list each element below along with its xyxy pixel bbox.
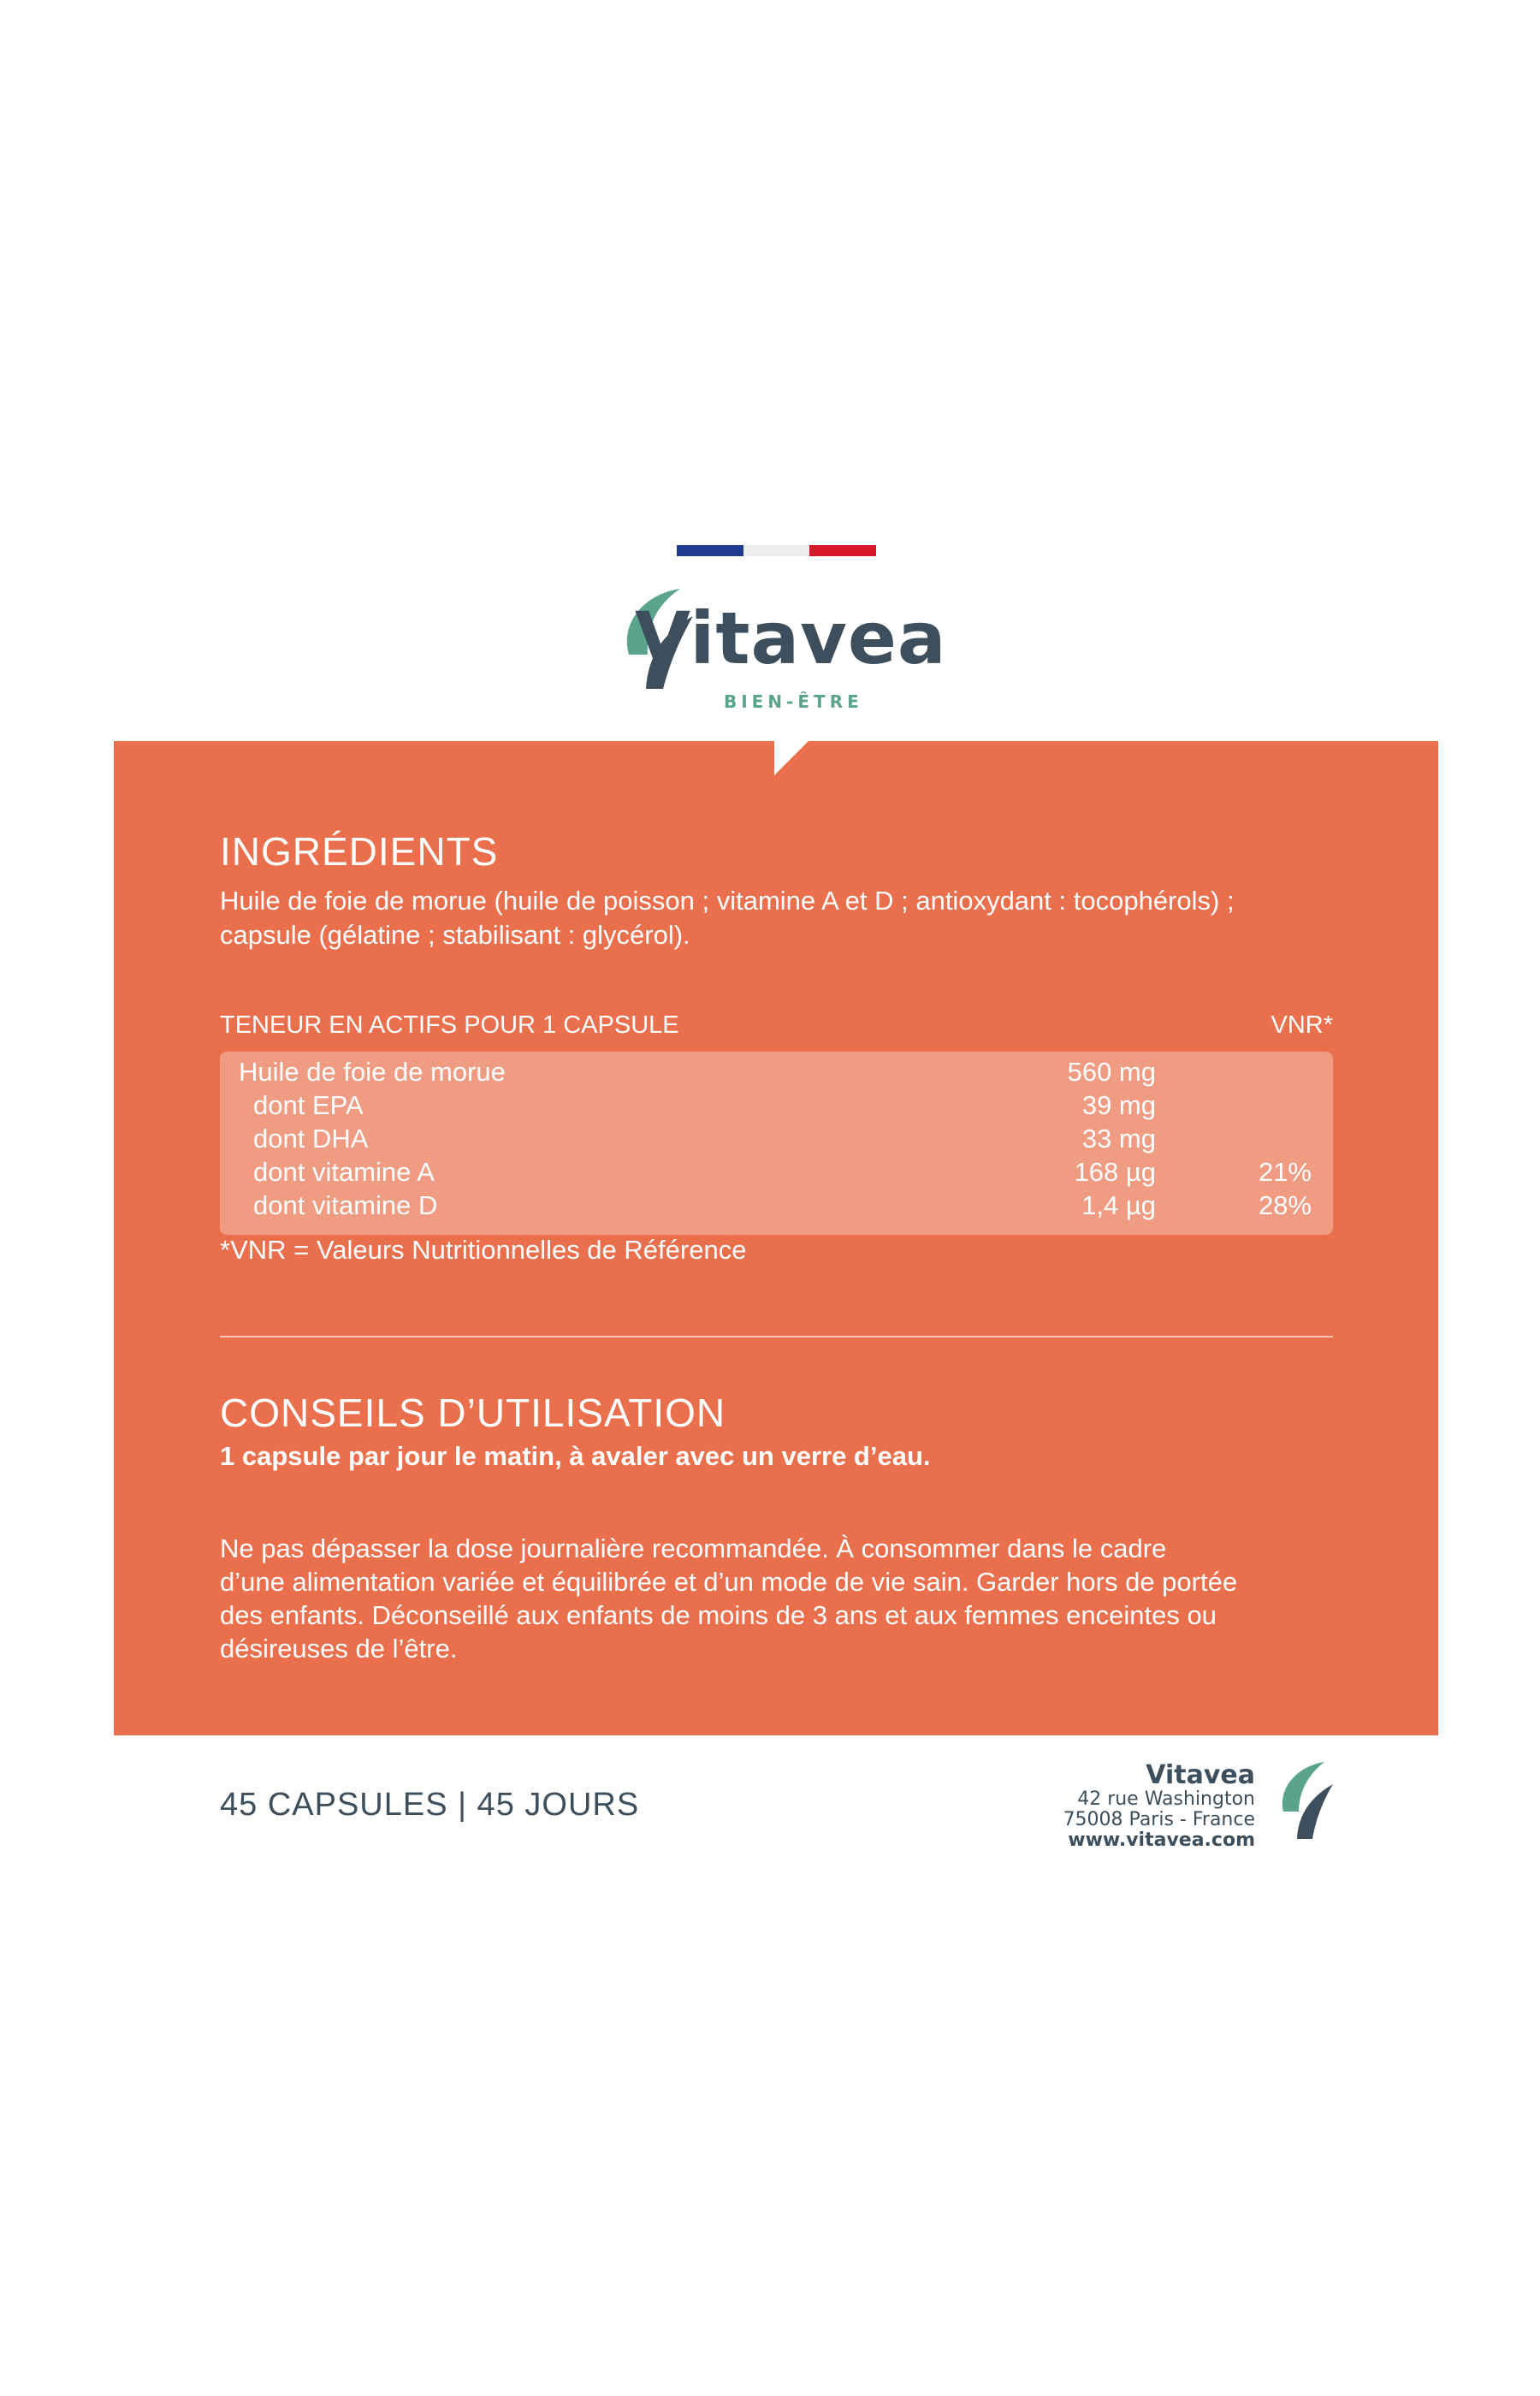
table-row (220, 1189, 1333, 1222)
table-row (220, 1055, 1333, 1088)
table-header-right: VNR* (1270, 1011, 1333, 1039)
row-amount: 560 mg (1067, 1057, 1156, 1087)
table-header-left: TENEUR EN ACTIFS POUR 1 CAPSULE (220, 1011, 679, 1039)
table-row (220, 1155, 1333, 1189)
flag-white (743, 545, 810, 556)
row-name: Huile de foie de morue (239, 1057, 506, 1087)
table-row (220, 1088, 1333, 1122)
ingredients-title: INGRÉDIENTS (220, 829, 499, 874)
quantity-label: 45 CAPSULES | 45 JOURS (220, 1787, 640, 1823)
row-name: dont EPA (253, 1090, 364, 1120)
ingredients-line-1: Huile de foie de morue (huile de poisson ; vitamine A et D ; antioxydant : tocophérols) ; (220, 886, 1235, 916)
panel-notch (774, 741, 808, 775)
ingredients-line-2: capsule (gélatine ; stabilisant : glycérol). (220, 920, 690, 950)
brand-tagline: BIEN-ÊTRE (724, 691, 863, 712)
row-amount: 168 µg (1074, 1157, 1156, 1187)
nutrition-table (220, 1052, 1333, 1235)
flag-blue (677, 545, 743, 556)
warning-line-1: Ne pas dépasser la dose journalière recommandée. À consommer dans le cadre (220, 1533, 1167, 1563)
warning-line-4: désireuses de l’être. (220, 1634, 458, 1664)
address-city: 75008 Paris - France (1063, 1809, 1255, 1830)
company-name: Vitavea (1146, 1760, 1255, 1790)
row-vnr: 21% (1258, 1157, 1312, 1187)
table-row (220, 1122, 1333, 1155)
french-flag (677, 545, 876, 556)
row-amount: 1,4 µg (1081, 1190, 1156, 1220)
row-amount: 33 mg (1081, 1124, 1156, 1154)
vnr-footnote: *VNR = Valeurs Nutritionnelles de Référence (220, 1235, 747, 1265)
warning-line-3: des enfants. Déconseillé aux enfants de moins de 3 ans et aux femmes enceintes ou (220, 1600, 1217, 1630)
website-link: www.vitavea.com (1068, 1830, 1255, 1851)
row-name: dont DHA (253, 1124, 369, 1154)
row-amount: 39 mg (1081, 1090, 1156, 1120)
row-name: dont vitamine A (253, 1157, 435, 1187)
leaf-icon (1275, 1758, 1336, 1841)
section-divider (220, 1336, 1333, 1337)
row-name: dont vitamine D (253, 1190, 438, 1220)
address-street: 42 rue Washington (1077, 1788, 1255, 1810)
warning-line-2: d’une alimentation variée et équilibrée et d’un mode de vie sain. Garder hors de portée (220, 1567, 1238, 1597)
company-address (1063, 1762, 1255, 1851)
flag-red (809, 545, 876, 556)
usage-dose: 1 capsule par jour le matin, à avaler avec un verre d’eau. (220, 1441, 931, 1471)
brand-wordmark: Vitavea (635, 596, 947, 680)
brand-logo (599, 573, 958, 719)
row-vnr: 28% (1258, 1190, 1312, 1220)
usage-title: CONSEILS D’UTILISATION (220, 1391, 726, 1435)
